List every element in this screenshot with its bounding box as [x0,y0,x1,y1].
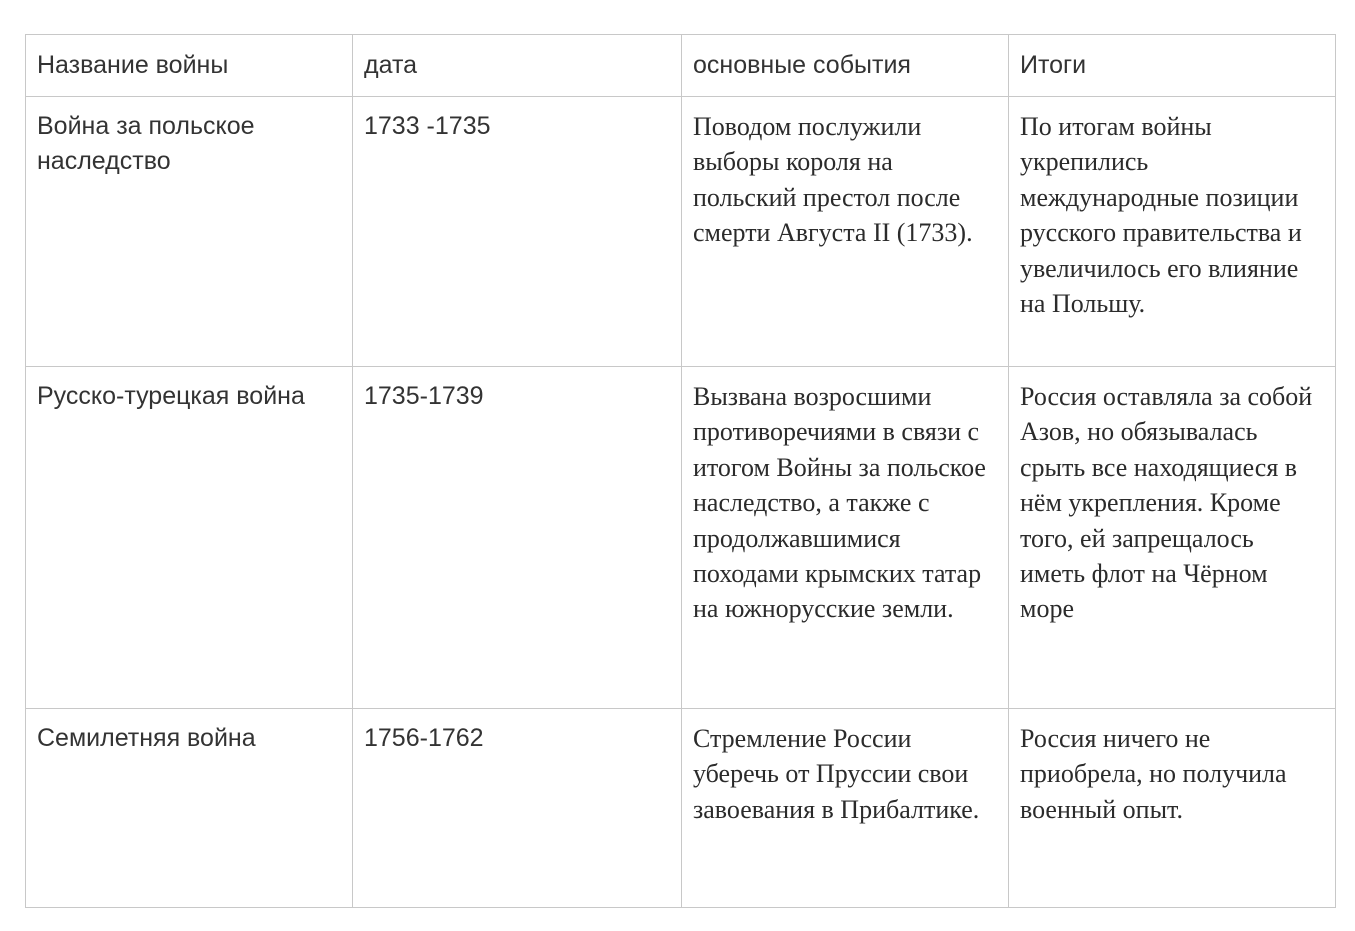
war-name-cell: Русско-турецкая война [26,367,353,709]
war-result-cell: По итогам войны укрепились международные позиции русского правительства и увеличилось его влияние на Польшу. [1009,97,1336,367]
war-result-cell: Россия ничего не приобрела, но получила военный опыт. [1009,709,1336,908]
header-events: основные события [682,35,1009,97]
war-events-cell: Вызвана возросшими противоречиями в связи с итогом Войны за польское наследство, а также с продолжавшимися походами крымских татар на южнорусские земли. [682,367,1009,709]
war-events-cell: Стремление России уберечь от Пруссии свои завоевания в Прибалтике. [682,709,1009,908]
table-row [26,367,1336,709]
table-row [26,97,1336,367]
war-name-cell: Война за польское наследство [26,97,353,367]
war-events-cell: Поводом послужили выборы короля на польский престол после смерти Августа II (1733). [682,97,1009,367]
wars-table [25,34,1336,908]
war-date-cell: 1733 -1735 [353,97,682,367]
table-header-row [26,35,1336,97]
war-date-cell: 1735-1739 [353,367,682,709]
header-result: Итоги [1009,35,1336,97]
header-name: Название войны [26,35,353,97]
table-row [26,709,1336,908]
war-result-cell: Россия оставляла за собой Азов, но обязывалась срыть все находящиеся в нём укрепления. Кроме того, ей запрещалось иметь флот на Чёрном море [1009,367,1336,709]
war-date-cell: 1756-1762 [353,709,682,908]
war-name-cell: Семилетняя война [26,709,353,908]
header-date: дата [353,35,682,97]
